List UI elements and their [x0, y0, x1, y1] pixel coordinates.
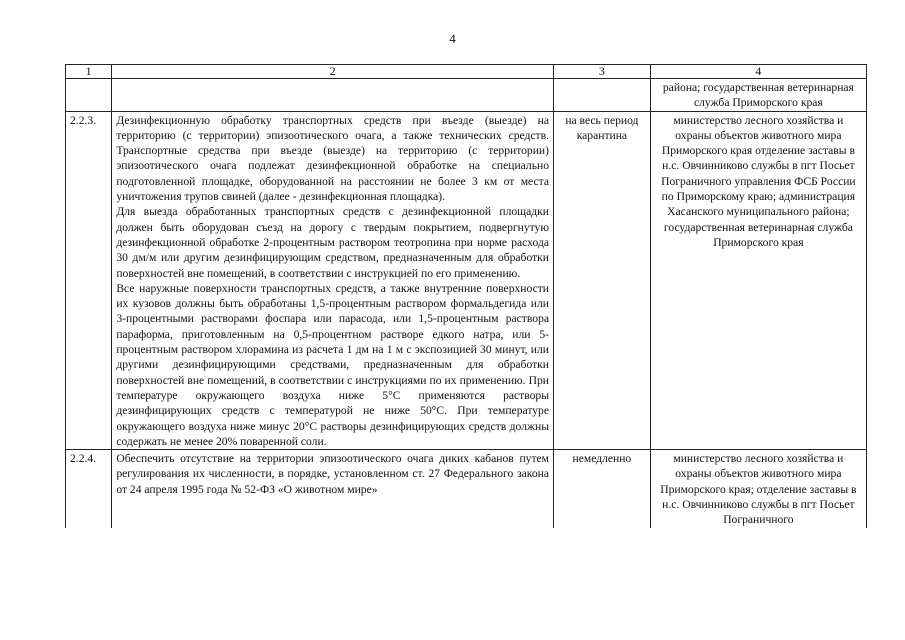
- table-row-2-2-3: [66, 111, 867, 450]
- measure-paragraph: Все наружные поверхности транспортных средств, а также внутренние поверхности их кузовов должны быть обработаны 1,5-процентным раствором формальдегида или 3-процентными растворами фоспара или парасода, или 1,5-процентным раствора параформа, приготовленным на 0,5-процентном растворе едкого натра, или 5-процентным раствором хлорамина из расчета 1 дм на 1 м с экспозицией 30 минут, или другими дезинфицирующими средствами, предназначенным для обработки поверхностей вне помещений, в соответствии с инструкциями по их применению. При температуре окружающего воздуха ниже 5°С применяются растворы дезинфицирующих средств с температурой не ниже 50°С. При температуре окружающего воздуха ниже минус 20°С растворы дезинфицирующих средств должны содержать не менее 20% поваренной соли.: [116, 281, 549, 448]
- header-col-3: 3: [554, 65, 651, 79]
- table-header-row: [66, 65, 867, 79]
- continuation-num-cell: [66, 79, 112, 112]
- row-number: 2.2.3.: [66, 111, 112, 450]
- continuation-row: [66, 79, 867, 112]
- continuation-measure-cell: [112, 79, 554, 112]
- measure-paragraph: Для выезда обработанных транспортных средств с дезинфекционной площадки должен быть оборудован съезд на дорогу с твердым покрытием, подвергнутую дезинфекционной обработке 2-процентным раствором теотропина при норме расхода 30 дм/м или другим дезинфицирующим средством, предназначенным для обработки поверхностей вне помещений, в соответствии с инструкцией по его применению.: [116, 205, 549, 280]
- measure-cell: [112, 450, 554, 528]
- measure-cell: [112, 111, 554, 450]
- responsible-cell: министерство лесного хозяйства и охраны объектов животного мира Приморского края отделение заставы в н.с. Овчинниково службы в пгт Посьет Пограничного управления ФСБ России по Приморскому краю; администрация Хасанского муниципального района; государственная ветеринарная служба Приморского края: [650, 111, 866, 450]
- period-cell: немедленно: [554, 450, 651, 528]
- measure-paragraph: Дезинфекционную обработку транспортных средств при въезде (выезде) на территорию (с территории) эпизоотического очага, а также технических средств. Транспортные средства при въезде (выезде) на территорию (с территории) эпизоотического очага подлежат дезинфекционной обработке на специально подготовленной площадке, оборудованной на расстоянии не более 3 км от места уничтожения трупов свиней (далее - дезинфекционная площадка).: [116, 113, 549, 204]
- header-col-1: 1: [66, 65, 112, 79]
- header-col-4: 4: [650, 65, 866, 79]
- table-row-2-2-4: [66, 450, 867, 528]
- period-cell: на весь период карантина: [554, 111, 651, 450]
- continuation-period-cell: [554, 79, 651, 112]
- page-number: 4: [449, 31, 456, 46]
- responsible-cell: министерство лесного хозяйства и охраны объектов животного мира Приморского края; отделение заставы в н.с. Овчинниково службы в пгт Посьет Пограничного: [650, 450, 866, 528]
- row-number: 2.2.4.: [66, 450, 112, 528]
- measure-paragraph: Обеспечить отсутствие на территории эпизоотического очага диких кабанов путем регулирования их численности, в порядке, установленном ст. 27 Федерального закона от 24 апреля 1995 года № 52-ФЗ «О животном мире»: [116, 452, 549, 496]
- header-col-2: 2: [112, 65, 554, 79]
- continuation-responsible-cell: района; государственная ветеринарная служба Приморского края: [650, 79, 866, 112]
- measures-table: [65, 64, 867, 528]
